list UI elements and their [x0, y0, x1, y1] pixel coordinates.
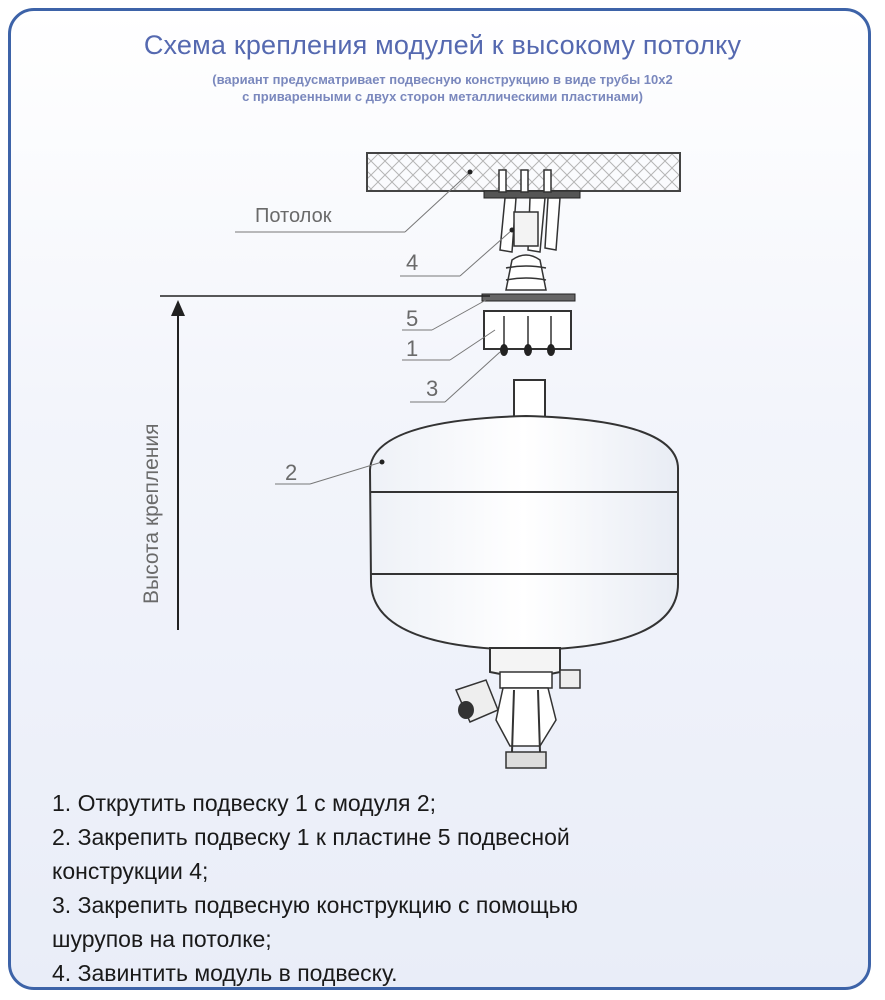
- label-5: 5: [406, 306, 419, 331]
- label-4: 4: [406, 250, 419, 275]
- subtitle-line-2: с приваренными с двух сторон металлическими пластинами): [242, 89, 643, 104]
- sprinkler-head: [456, 648, 580, 768]
- module-neck: [514, 380, 545, 418]
- subtitle-line-1: (вариант предусматривает подвесную конструкцию в виде трубы 10х2: [212, 72, 673, 87]
- label-2: 2: [285, 460, 298, 485]
- label-1: 1: [406, 336, 419, 361]
- label-mount-height: Высота крепления: [140, 423, 163, 604]
- label-ceiling: Потолок: [255, 205, 332, 227]
- hanger-1: [484, 311, 571, 356]
- suspension-structure-4: [500, 198, 560, 290]
- step-3-cont: шурупов на потолке;: [52, 926, 272, 952]
- instruction-steps: [52, 786, 852, 990]
- module-2-tank: [370, 416, 678, 650]
- step-2: 2. Закрепить подвеску 1 к пластине 5 подвесной: [52, 824, 570, 850]
- page-title: Схема крепления модулей к высокому потолку: [143, 30, 742, 60]
- step-4: 4. Завинтить модуль в подвеску.: [52, 960, 398, 986]
- step-1: 1. Открутить подвеску 1 с модуля 2;: [52, 790, 437, 816]
- plate-5: [482, 294, 575, 301]
- step-3: 3. Закрепить подвесную конструкцию с помощью: [52, 892, 578, 918]
- label-3: 3: [426, 376, 439, 401]
- step-2-cont: конструкции 4;: [52, 858, 209, 884]
